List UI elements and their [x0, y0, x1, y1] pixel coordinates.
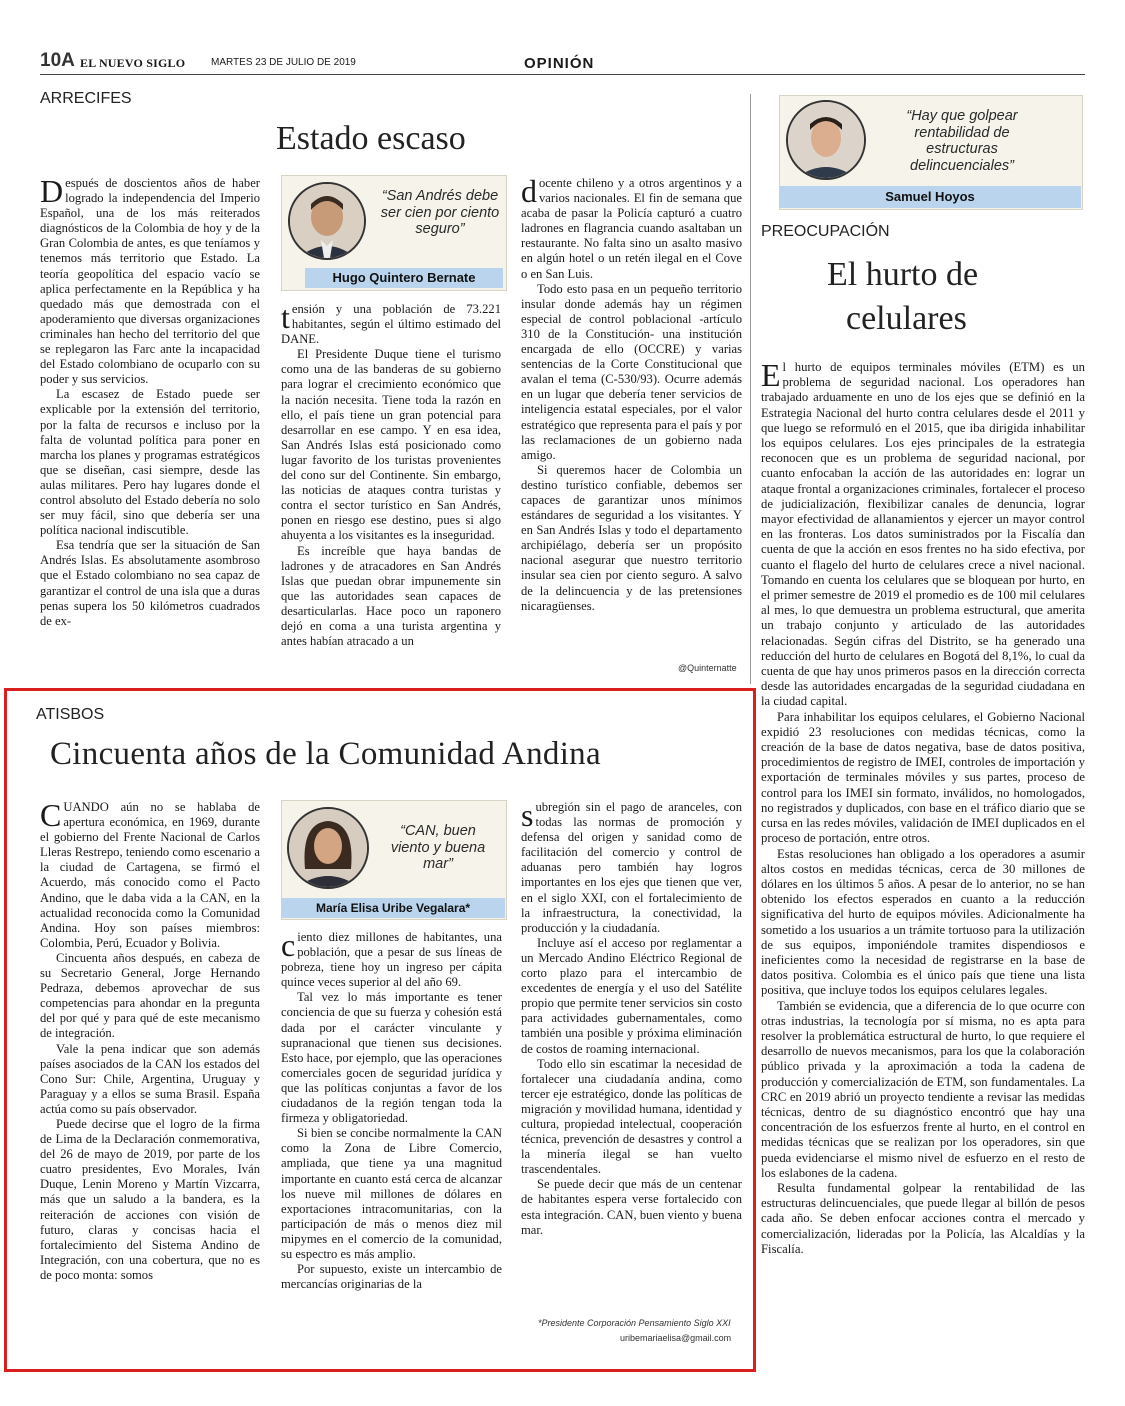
- author-photo-uribe: [287, 807, 369, 889]
- arrecifes-paragraph: Después de doscientos años de haber logrado la independencia del Imperio Español, una de los más reiterados diagnósticos de la Colombia de hoy y de la Gran Colombia de antes, es que teníamos y tenemos más territorio que Estado. La teoría geopolítica del espacio vacío se aplica perfectamente en la República y ha quedado más que demostrada con el apoderamiento que diversas organizaciones criminales han hecho del territorio del que se replegaron las Farc ante la incapacidad del Estado colombiano de ocuparlo con su poder y sus servicios.: [40, 173, 260, 387]
- author-name-hoyos: Samuel Hoyos: [779, 186, 1081, 208]
- preocupacion-paragraph: Estas resoluciones han obligado a los operadores a asumir altos costos en medidas técnicas, cerca de 30 millones de dólares en los últimos 5 años. A pesar de lo anterior, no se han obtenido los efectos esperados en cuanto a la reducción significativa del hurto de equipos móviles. Adicionalmente ha sometido a los usuarios a un trámite tortuoso para la utilización de sus equipos, imponiéndole tramites dispendiosos e ineficientes como la necesidad de registrarse en la base de datos positiva. Colombia es el único país que tiene una lista positiva, que incluye todos los equipos celulares legales.: [761, 846, 1085, 998]
- drop-cap: s: [521, 797, 534, 833]
- arrecifes-paragraph: La escasez de Estado puede ser explicable por la extensión del territorio, por la falta de recursos e incluso por la falta de voluntad política para poner en marcha los planes y programas estratégicos que se diseñan, casi siempre, desde las aulas militares. Pero hay lugares donde el control absoluto del Estado debería no solo ser muy fácil, sino que debería ser una política nacional indiscutible.: [40, 387, 260, 538]
- pull-quote-uribe: “CAN, buen viento y buena mar”: [390, 823, 486, 872]
- author-signature-quintero: @Quinternatte: [678, 663, 737, 673]
- atisbos-paragraph: Incluye así el acceso por reglamentar a un Mercado Andino Eléctrico Regional de corto plazo para el intercambio de excedentes de energía y el uso del Satélite propio que permite tener servicios sin costo para actividades gubernamentales, como también una posible y próxima eliminación de costos de roaming internacional.: [521, 935, 742, 1056]
- arrecifes-paragraph: docente chileno y a otros argentinos y a varios nacionales. El fin de semana que acaba de pasar la Policía capturó a cuatro ladrones en flagrancia cuando asaltaban un restaurante. No falta sino un asalto masivo en algún hotel o un retén ilegal en el Cove o en San Luis.: [521, 173, 742, 281]
- section-label-atisbos: ATISBOS: [36, 706, 105, 723]
- atisbos-paragraph: CUANDO aún no se hablaba de apertura económica, en 1969, durante el gobierno del Frente Nacional de Carlos Lleras Restrepo, teniendo como escenario a la ciudad de Cartagena, se firmó el Acuerdo, más conocido como el Pacto Andino, que le daba vida a la CAN, en la actualidad reconocida como la Comunidad Andina. Hoy son países miembros: Colombia, Perú, Ecuador y Bolivia.: [40, 797, 260, 950]
- author-photo-hoyos: [786, 100, 866, 180]
- arrecifes-paragraph: tensión y una población de 73.221 habitantes, según el último estimado del DANE.: [281, 299, 501, 347]
- atisbos-paragraph: Cincuenta años después, en cabeza de su Secretario General, Jorge Hernando Pedraza, debemos aprovechar de sus competencias para ahondar en la pregunta del por qué y para qué de este mecanismo de integración.: [40, 950, 260, 1041]
- drop-cap: d: [521, 173, 537, 209]
- atisbos-paragraph: Vale la pena indicar que son además países asociados de la CAN los estados del Cono Sur: Chile, Argentina, Uruguay y Paraguay y a ellos se suma Brasil. España actúa como su país observador.: [40, 1041, 260, 1116]
- arrecifes-column-2: [281, 299, 501, 649]
- atisbos-column-2: [281, 927, 502, 1292]
- page-header: [40, 50, 1085, 74]
- arrecifes-column-1: [40, 173, 260, 629]
- preocupacion-paragraph: El hurto de equipos terminales móviles (ETM) es un problema de seguridad nacional. Los operadores han trabajado arduamente en uno de los ejes que se definió en la Estrategia Nacional del hurto contra celulares desde el 2011 y que luego se reformuló en el 2015, que iba dirigida inhabilitar los equipos celulares. Los ejes principales de la estrategia reconocen que es un problema de seguridad nacional, por cuanto enfocaban la acción de las autoridades en: lograr un ataque frontal a organizaciones criminales, fortalecer el proceso de judicialización, flexibilizar canales de denuncia, lograr mayor efectividad de allanamientos y ejercer un mayor control en las fronteras. Los datos suministrados por la Fiscalía dan cuenta de que la acción en esos frentes no ha sido efectiva, por cuanto el flagelo del hurto de celulares crece a nivel nacional. Tomando en cuenta los celulares que se bloquean por hurto, en el primer semestre de 2019 el promedio es de 100 mil celulares al mes, lo que demuestra un problema estructural, que amerita un trabajo conjunto y articulado de las autoridades relacionadas. Según cifras del Distrito, se ha generado una reducción del hurto de celulares en Bogotá del 8,1%, lo cual da cuenta de que hay unos primeros pasos en la dirección correcta desde las autoridades encargadas de la seguridad ciudadana en la ciudad capital.: [761, 357, 1085, 709]
- preocupacion-paragraph: También se evidencia, que a diferencia de lo que ocurre con otras industrias, la tecnología por sí misma, no es apta para resolver la problemática estructural de hurto, lo que requiere el desarrollo de nuevos mecanismos, para los que la colaboración público privada y la aproximación a toda la cadena de producción y comercialización de ETM, son fundamentales. La CRC en 2019 abrió un proyecto tendiente a revisar las medidas técnicas, dentro de su diagnóstico encontró que hay una concentración de los esfuerzos frente al hurto, en el control en medidas técnicas que se realizan por los operadores, sin que pueda evidenciarse el mismo nivel de esfuerzo en el resto de los eslabones de la cadena.: [761, 998, 1085, 1180]
- atisbos-paragraph: ciento diez millones de habitantes, una población, que a pesar de sus líneas de pobreza, tiene hoy un ingreso per cápita quince veces superior al del año 69.: [281, 927, 502, 990]
- article-title-hurto-line2: celulares: [846, 300, 967, 337]
- drop-cap: c: [281, 927, 296, 963]
- pull-quote-hoyos: “Hay que golpear rentabilidad de estructuras delincuenciales”: [906, 108, 1018, 174]
- header-rule: [40, 74, 1085, 75]
- arrecifes-column-3: [521, 173, 742, 614]
- arrecifes-paragraph: El Presidente Duque tiene el turismo como una de las banderas de su gobierno para lograr el crecimiento económico que la nación necesita. Tiene toda la razón en ello, el país tiene un gran potencial para desarrollar en ese campo. Y en esa idea, San Andrés Islas está posicionado como lugar favorito de los turistas provenientes del cono sur del Continente. Sin embargo, las noticias de ataques contra turistas y contra el sector turístico en San Andrés, ponen en riesgo ese destino, pues si algo ahuyenta a los visitantes es la inseguridad.: [281, 347, 501, 543]
- column-divider: [750, 94, 751, 684]
- drop-cap: t: [281, 299, 290, 335]
- drop-cap: D: [40, 173, 64, 209]
- article-title-comunidad-andina: Cincuenta años de la Comunidad Andina: [50, 736, 601, 772]
- atisbos-paragraph: subregión sin el pago de aranceles, con todas las normas de promoción y defensa del origen y sanidad como de facilitación del comercio y control de aduanas pero también hay logros importantes en los ejes que tienen que ver, en el siglo XXI, con el fortalecimiento de la infraestructura, la conectividad, la producción y la ciudadanía.: [521, 797, 742, 935]
- arrecifes-paragraph: Todo esto pasa en un pequeño territorio insular donde además hay un régimen especial de control poblacional -artículo 310 de la Constitución- una institución encargada de ello (OCCRE) y varias sentencias de la Corte Constitucional que avalan el tema (C-530/93). Ocurre además en un lugar que debería tener servicios de inteligencia estatal especiales, por el valor estratégico que representa para el país y por las reclamaciones de un gobierno nada amigo.: [521, 281, 742, 462]
- arrecifes-paragraph: Es increíble que haya bandas de ladrones y de atracadores en San Andrés Islas que puedan obrar impunemente sin que las autoridades sean capaces de desarticularlas. Hace poco un raponero dejó en coma a una turista argentina y antes habían atracado a un: [281, 543, 501, 649]
- arrecifes-paragraph: Esa tendría que ser la situación de San Andrés Islas. Es absolutamente asombroso que el Estado colombiano no sea capaz de garantizar el control de una isla que a duras penas supera los 50 kilómetros cuadrados de ex-: [40, 538, 260, 628]
- pull-quote-quintero: “San Andrés debe ser cien por ciento seguro”: [380, 188, 500, 237]
- author-photo-quintero: [288, 182, 366, 260]
- paper-name: EL NUEVO SIGLO: [80, 56, 186, 70]
- atisbos-paragraph: Tal vez lo más importante es tener conciencia de que su fuerza y cohesión está dada por el carácter vinculante y supranacional que tienen sus decisiones. Esto hace, por ejemplo, que las operaciones comerciales gocen de seguridad jurídica y que las políticas conjuntas a favor de los ciudadanos de la región tengan toda la firmeza y obligatoriedad.: [281, 990, 502, 1126]
- drop-cap: E: [761, 357, 781, 393]
- atisbos-paragraph: Se puede decir que más de un centenar de habitantes espera verse fortalecido con esta integración. CAN, buen viento y buena mar.: [521, 1177, 742, 1237]
- article-title-estado-escaso: Estado escaso: [276, 120, 466, 157]
- atisbos-paragraph: Si bien se concibe normalmente la CAN como la Zona de Libre Comercio, ampliada, que tiene ya una magnitud importante en cuanto está cerca de alcanzar los nueve mil millones de dólares en exportaciones intracomunitarias, con la participación de más o menos diez mil mipymes en el comercio de la comunidad, su espectro es más amplio.: [281, 1126, 502, 1261]
- page-date: MARTES 23 DE JULIO DE 2019: [211, 57, 356, 68]
- atisbos-column-3: [521, 797, 742, 1238]
- section-label-preocupacion: PREOCUPACIÓN: [761, 223, 890, 240]
- section-label-arrecifes: ARRECIFES: [40, 90, 132, 107]
- section-name: OPINIÓN: [524, 55, 595, 72]
- drop-cap: C: [40, 797, 62, 833]
- author-name-quintero: Hugo Quintero Bernate: [305, 268, 503, 288]
- preocupacion-column: [761, 357, 1085, 1257]
- article-title-hurto-line1: El hurto de: [827, 256, 979, 293]
- author-footnote-uribe: *Presidente Corporación Pensamiento Siglo XXI: [538, 1318, 731, 1328]
- atisbos-column-1: [40, 797, 260, 1283]
- atisbos-paragraph: Puede decirse que el logro de la firma de Lima de la Declaración conmemorativa, del 26 de mayo de 2019, por parte de los cuatro presidentes, Evo Morales, Iván Duque, Lenin Moreno y Martín Vizcarra, más que un saludo a la bandera, es la reiteración de acciones con visión de futuro, claras y concisas hacia el fortalecimiento del Sistema Andino de Integración, con una cobertura, que no es de poco monta: somos: [40, 1116, 260, 1282]
- author-name-uribe: María Elisa Uribe Vegalara*: [281, 898, 505, 918]
- author-email-uribe: uribemariaelisa@gmail.com: [620, 1333, 732, 1343]
- atisbos-paragraph: Todo ello sin escatimar la necesidad de fortalecer una ciudadanía andina, como tercer eje estratégico, donde las políticas de migración y movilidad humana, identidad y cultura, propiedad intelectual, cooperación técnica, prevención de desastres y control a la minería ilegal se han vuelto trascendentales.: [521, 1056, 742, 1177]
- atisbos-paragraph: Por supuesto, existe un intercambio de mercancías originarias de la: [281, 1262, 502, 1292]
- page-number: 10A: [40, 50, 75, 71]
- preocupacion-paragraph: Resulta fundamental golpear la rentabilidad de las estructuras delincuenciales, que puede llegar al billón de pesos cada año. Se deben enfocar acciones contra el mercado y comercialización, lideradas por la Policía, las Alcaldías y la Fiscalía.: [761, 1180, 1085, 1256]
- arrecifes-paragraph: Si queremos hacer de Colombia un destino turístico confiable, debemos ser capaces de garantizar unos mínimos estándares de seguridad a los visitantes. Y en San Andrés Islas y todo el departamento archipiélago, debería ser un propósito nacional asegurar que nuestro territorio insular sea cien por ciento seguro. A salvo de la delincuencia y de las pretensiones nicaragüenses.: [521, 462, 742, 613]
- preocupacion-paragraph: Para inhabilitar los equipos celulares, el Gobierno Nacional expidió 23 resoluciones con medidas técnicas, como la creación de la base de datos negativa, base de datos positiva, procedimientos de registro de IMEI, controles de importación y exportación de terminales móviles y sus partes, proceso de control para los IMEI sin formato, inválidos, no homologados, no registrados y duplicados, con base en el tráfico diario que se cursa en las redes móviles, validación de IMEI duplicados en el proceso de portación, entre otros.: [761, 709, 1085, 846]
